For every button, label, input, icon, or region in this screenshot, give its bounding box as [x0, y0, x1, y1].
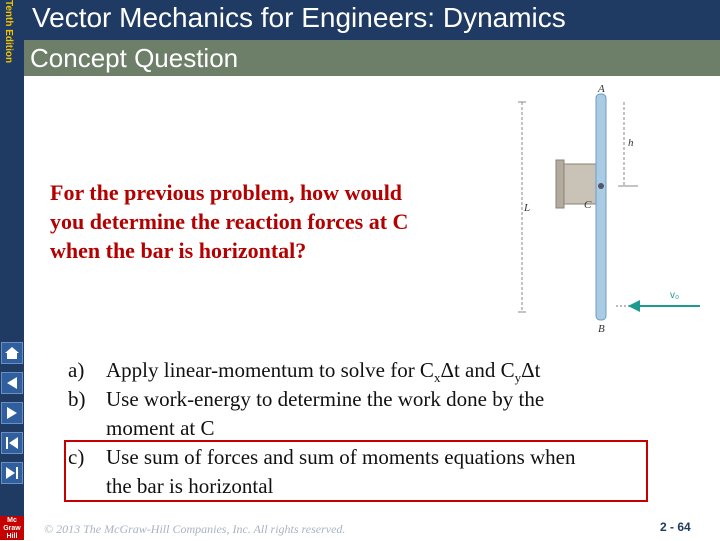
page-header [24, 0, 720, 40]
section-title: Concept Question [30, 43, 239, 73]
forward-icon [3, 404, 21, 422]
first-button[interactable] [1, 432, 23, 454]
label-B: B [598, 323, 605, 335]
back-button[interactable] [1, 372, 23, 394]
edition-label [0, 0, 24, 64]
edition-text: Tenth Edition [3, 0, 14, 64]
answer-a-label: a) [68, 358, 85, 382]
first-icon [3, 434, 21, 452]
section-header [24, 40, 720, 76]
label-A: A [598, 83, 605, 95]
question-line-1: For the previous problem, how would [50, 180, 403, 205]
publisher-logo: Mc Graw Hill [0, 516, 24, 540]
forward-button[interactable] [1, 402, 23, 424]
home-icon [3, 344, 21, 362]
question-text [50, 178, 470, 265]
header-title: Vector Mechanics for Engineers: Dynamics [32, 2, 566, 33]
support-wall [556, 160, 564, 208]
page-number: 2 - 64 [660, 520, 691, 534]
correct-answer-highlight [64, 440, 648, 502]
pivot-C [598, 183, 604, 189]
label-v0: v₀ [670, 290, 680, 301]
left-sidebar [0, 0, 24, 540]
answer-b-label: b) [68, 387, 86, 411]
last-icon [3, 464, 21, 482]
velocity-arrow-head [628, 300, 640, 312]
label-h: h [628, 137, 634, 149]
bar-AB [596, 94, 606, 320]
answer-b-line-1: Use work-energy to determine the work done by the [106, 387, 545, 411]
answer-c-line-1: Use sum of forces and sum of moments equations when [106, 445, 576, 469]
question-line-2: you determine the reaction forces at C [50, 209, 409, 234]
answer-c-line-2: the bar is horizontal [106, 474, 274, 498]
bar-diagram [500, 80, 720, 336]
answer-a-text: Apply linear-momentum to solve for $C_x\Delta t$ and $C_y\Delta t$ [106, 358, 541, 386]
support-block [560, 164, 598, 204]
answer-b-line-2: moment at C [106, 416, 215, 440]
home-button[interactable] [1, 342, 23, 364]
question-line-3: when the bar is horizontal? [50, 238, 307, 263]
copyright-notice: © 2013 The McGraw-Hill Companies, Inc. All rights reserved. [44, 522, 346, 536]
last-button[interactable] [1, 462, 23, 484]
back-icon [3, 374, 21, 392]
answer-c-label: c) [68, 445, 85, 469]
label-C: C [584, 199, 592, 211]
label-L: L [524, 202, 531, 214]
